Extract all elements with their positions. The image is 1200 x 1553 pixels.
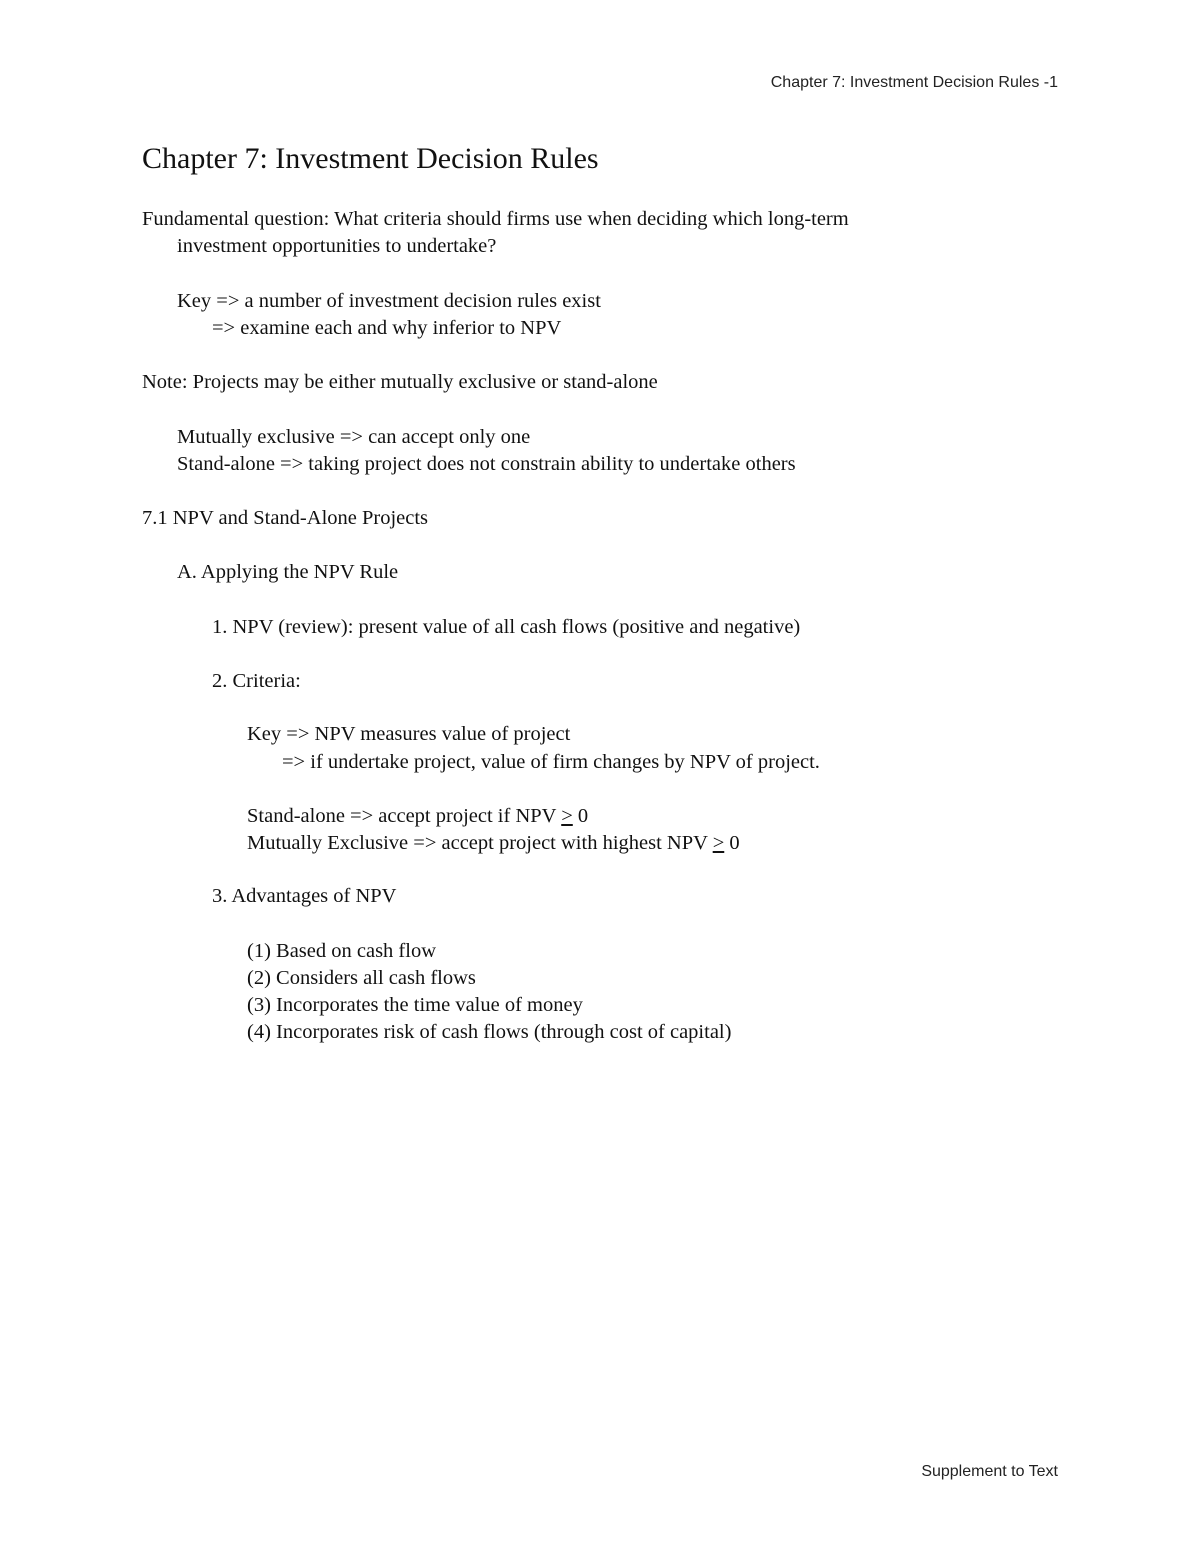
section-heading-7-1: 7.1 NPV and Stand-Alone Projects	[142, 507, 429, 529]
list-item-3: 3. Advantages of NPV	[212, 885, 397, 907]
key-point-line-2: => examine each and why inferior to NPV	[212, 317, 562, 339]
list-item-1: 1. NPV (review): present value of all cash flows (positive and negative)	[212, 616, 801, 638]
criteria-key-line-1: Key => NPV measures value of project	[247, 723, 571, 745]
mutually-exclusive-rule-text: Mutually Exclusive => accept project with highest NPV	[247, 832, 713, 854]
list-item-2: 2. Criteria:	[212, 670, 301, 692]
stand-alone-rule-text: Stand-alone => accept project if NPV	[247, 805, 562, 827]
mutually-exclusive-rule	[247, 833, 740, 854]
stand-alone-definition: Stand-alone => taking project does not constrain ability to undertake others	[177, 453, 796, 475]
advantage-item: (4) Incorporates risk of cash flows (through cost of capital)	[247, 1021, 732, 1043]
key-point-line-1: Key => a number of investment decision rules exist	[177, 290, 601, 312]
advantage-item: (3) Incorporates the time value of money	[247, 994, 583, 1016]
stand-alone-rule-zero: 0	[572, 805, 589, 827]
running-header: Chapter 7: Investment Decision Rules -1	[770, 74, 1058, 91]
subsection-heading-a: A. Applying the NPV Rule	[177, 561, 399, 583]
advantage-item: (2) Considers all cash flows	[247, 967, 476, 989]
note-line: Note: Projects may be either mutually exclusive or stand-alone	[142, 371, 658, 393]
stand-alone-rule	[247, 806, 588, 827]
criteria-key-line-2: => if undertake project, value of firm changes by NPV of project.	[282, 751, 820, 773]
greater-or-equal-symbol: >	[561, 805, 573, 827]
fundamental-question-line-1: Fundamental question: What criteria should firms use when deciding which long-term	[142, 208, 849, 230]
advantage-item: (1) Based on cash flow	[247, 940, 437, 962]
mutually-exclusive-rule-zero: 0	[724, 832, 740, 854]
greater-or-equal-symbol: >	[712, 832, 725, 854]
page-title: Chapter 7: Investment Decision Rules	[142, 142, 599, 175]
mutually-exclusive-definition: Mutually exclusive => can accept only one	[177, 426, 531, 448]
running-footer: Supplement to Text	[921, 1463, 1058, 1480]
fundamental-question-line-2: investment opportunities to undertake?	[177, 235, 497, 257]
